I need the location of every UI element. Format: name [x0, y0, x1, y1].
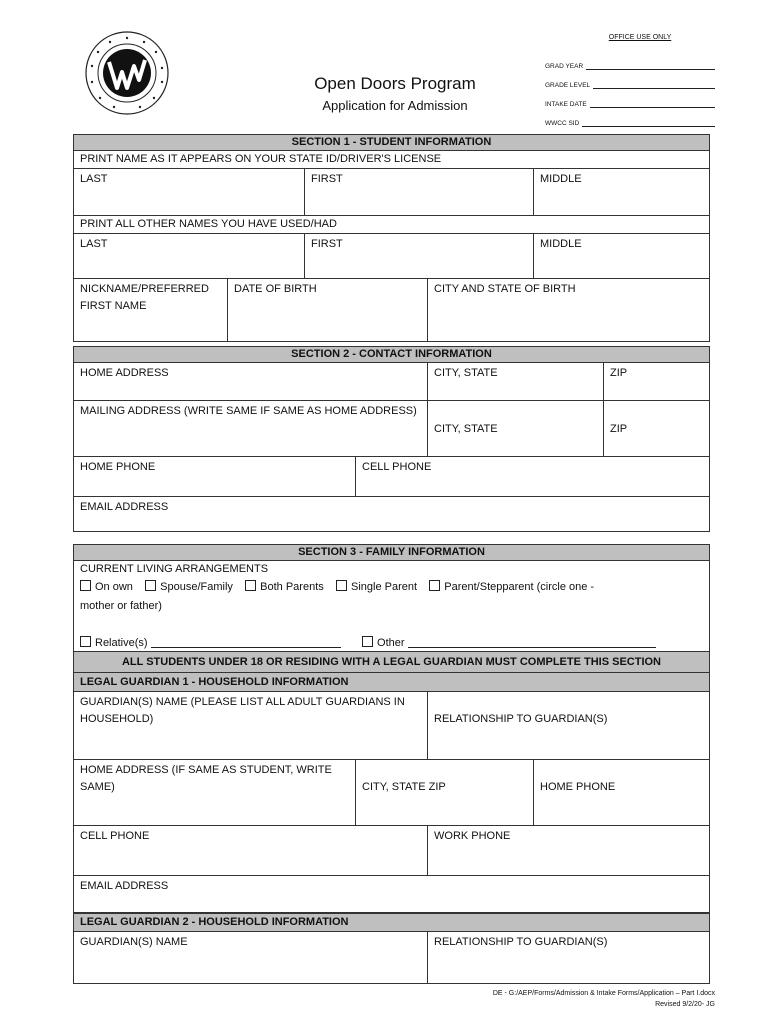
office-use-heading: OFFICE USE ONLY — [608, 34, 672, 41]
office-field-grade-level[interactable]: GRADE LEVEL — [545, 70, 715, 89]
email-field[interactable]: EMAIL ADDRESS — [80, 501, 169, 513]
checkbox-icon[interactable] — [80, 636, 91, 647]
option-spouse-family[interactable]: Spouse/Family — [145, 581, 233, 593]
home-city-state-field[interactable]: CITY, STATE — [428, 363, 604, 400]
checkbox-icon[interactable] — [145, 580, 156, 591]
guardian-1-names-field[interactable]: GUARDIAN(S) NAME (PLEASE LIST ALL ADULT GUARDIANS IN HOUSEHOLD) — [74, 692, 428, 759]
option-relatives[interactable]: Relative(s) — [80, 637, 148, 649]
guardian-1-home-phone-field[interactable]: HOME PHONE — [540, 781, 616, 793]
footer-file-path: DE - G:/AEP/Forms/Admission & Intake Forms/Application – Part I.docx — [492, 990, 715, 997]
guardian-1-city-state-zip-field[interactable]: CITY, STATE ZIP — [356, 760, 534, 825]
office-field-grad-year[interactable]: GRAD YEAR — [545, 51, 715, 70]
other-first-name-field[interactable]: FIRST — [305, 234, 534, 278]
option-other[interactable]: Other — [362, 637, 405, 649]
footer-revision: Revised 9/2/20- JG — [655, 1001, 715, 1008]
other-blank[interactable] — [408, 647, 656, 648]
document-footer — [493, 988, 715, 1010]
legal-last-name-field[interactable]: LAST — [74, 169, 305, 215]
cell-phone-field[interactable]: CELL PHONE — [362, 461, 432, 473]
checkbox-icon[interactable] — [362, 636, 373, 647]
guardian-1-cell-phone-field[interactable]: CELL PHONE — [74, 826, 428, 875]
college-seal-logo — [84, 30, 170, 116]
date-of-birth-field[interactable]: DATE OF BIRTH — [228, 279, 428, 341]
mailing-address-field[interactable]: MAILING ADDRESS (WRITE SAME IF SAME AS HOME ADDRESS) — [74, 401, 428, 456]
mother-father-text: mother or father) — [80, 600, 162, 612]
guardian-1-heading: LEGAL GUARDIAN 1 - HOUSEHOLD INFORMATION — [74, 673, 709, 692]
guardian-2-relationship-field[interactable]: RELATIONSHIP TO GUARDIAN(S) — [434, 936, 608, 948]
other-last-name-field[interactable]: LAST — [74, 234, 305, 278]
living-arrangements-label: CURRENT LIVING ARRANGEMENTS — [80, 563, 269, 575]
mailing-city-state-field[interactable]: CITY, STATE — [428, 401, 604, 456]
checkbox-icon[interactable] — [245, 580, 256, 591]
section-2-contact-info — [73, 346, 710, 532]
option-single-parent[interactable]: Single Parent — [336, 581, 417, 593]
section-1-student-info — [73, 134, 710, 342]
guardian-2-names-field[interactable]: GUARDIAN(S) NAME — [74, 932, 428, 983]
section-1-heading: SECTION 1 - STUDENT INFORMATION — [74, 135, 709, 151]
section-3-heading: SECTION 3 - FAMILY INFORMATION — [74, 545, 709, 561]
guardian-1-work-phone-field[interactable]: WORK PHONE — [434, 830, 511, 842]
checkbox-icon[interactable] — [80, 580, 91, 591]
print-name-label: PRINT NAME AS IT APPEARS ON YOUR STATE ID/DRIVER'S LICENSE — [80, 153, 442, 165]
legal-first-name-field[interactable]: FIRST — [305, 169, 534, 215]
guardian-2-heading: LEGAL GUARDIAN 2 - HOUSEHOLD INFORMATION — [74, 913, 709, 932]
birthplace-field[interactable]: CITY AND STATE OF BIRTH — [434, 283, 576, 295]
guardian-1-home-address-field[interactable]: HOME ADDRESS (IF SAME AS STUDENT, WRITE SAME) — [74, 760, 356, 825]
home-phone-field[interactable]: HOME PHONE — [74, 457, 356, 496]
form-title: Open Doors Program — [314, 74, 476, 93]
living-options — [74, 578, 709, 597]
option-parent-stepparent[interactable]: Parent/Stepparent (circle one - — [429, 581, 594, 593]
other-middle-name-field[interactable]: MIDDLE — [540, 238, 582, 250]
legal-middle-name-field[interactable]: MIDDLE — [540, 173, 582, 185]
office-field-intake-date[interactable]: INTAKE DATE — [545, 89, 715, 108]
section-3-family-info — [73, 544, 710, 984]
mailing-zip-field[interactable]: ZIP — [610, 423, 628, 435]
option-both-parents[interactable]: Both Parents — [245, 581, 324, 593]
nickname-field[interactable]: NICKNAME/PREFERRED FIRST NAME — [74, 279, 228, 341]
relatives-blank[interactable] — [151, 647, 341, 648]
relative-other-line — [74, 634, 709, 653]
section-2-heading: SECTION 2 - CONTACT INFORMATION — [74, 347, 709, 363]
other-names-label: PRINT ALL OTHER NAMES YOU HAVE USED/HAD — [80, 218, 337, 230]
guardian-1-relationship-field[interactable]: RELATIONSHIP TO GUARDIAN(S) — [434, 713, 608, 725]
home-address-field[interactable]: HOME ADDRESS — [74, 363, 428, 400]
guardian-notice: ALL STUDENTS UNDER 18 OR RESIDING WITH A LEGAL GUARDIAN MUST COMPLETE THIS SECTION — [74, 652, 709, 673]
guardian-1-email-field[interactable]: EMAIL ADDRESS — [80, 880, 169, 892]
checkbox-icon[interactable] — [336, 580, 347, 591]
checkbox-icon[interactable] — [429, 580, 440, 591]
office-field-sid[interactable]: WWCC SID — [545, 108, 715, 127]
form-subtitle: Application for Admission — [322, 98, 468, 113]
home-zip-field[interactable]: ZIP — [610, 367, 628, 379]
office-use-box — [545, 34, 715, 127]
option-on-own[interactable]: On own — [80, 581, 133, 593]
